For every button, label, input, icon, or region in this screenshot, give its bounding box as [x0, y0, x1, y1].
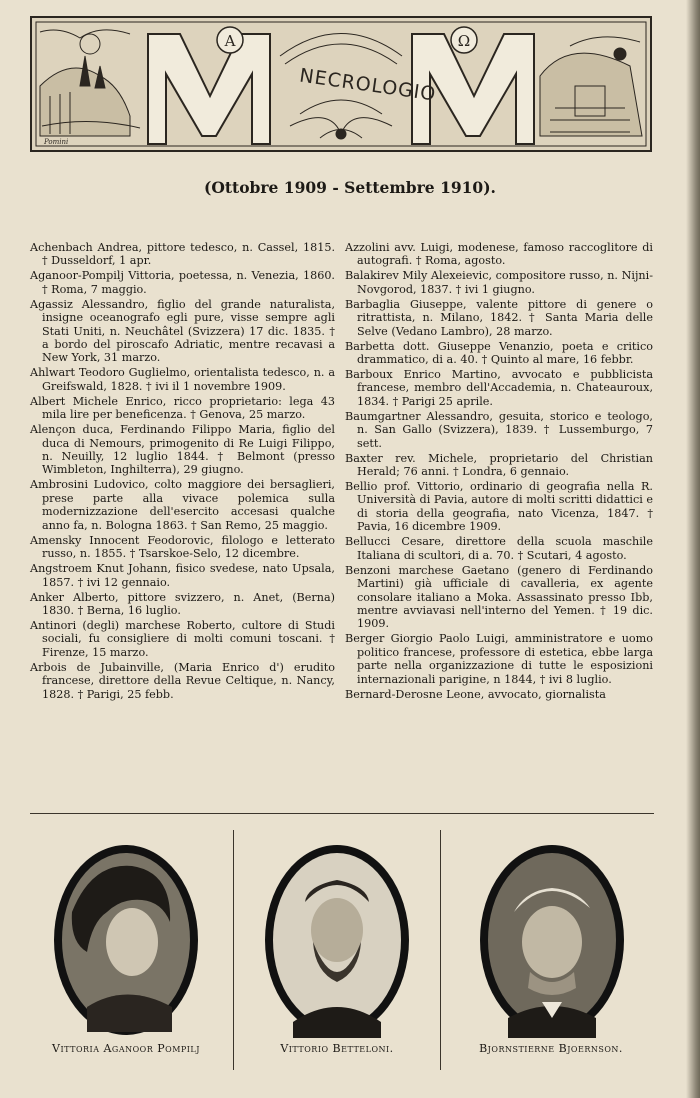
portrait-aganoor	[52, 842, 200, 1038]
obituary-entry: Bernard-Derosne Leone, avvocato, giornalista	[345, 687, 606, 701]
obituary-entry: Achenbach Andrea, pittore tedesco, n. Cassel, 1815. † Dusseldorf, 1 apr.	[30, 241, 335, 268]
obituary-entry: Ahlwart Teodoro Guglielmo, orientalista tedesco, n. a Greifswald, 1828. † ivi il 1 novembre 1909.	[30, 366, 335, 393]
obituary-entry: Berger Giorgio Paolo Luigi, amministratore e uomo politico francese, professore di estetica, ebbe larga parte nella organizzazione di tutte le esposizioni internazionali parigine, n 1844, † ivi 8 luglio.	[345, 632, 653, 686]
obituary-entry: Amensky Innocent Feodorovic, filologo e letterato russo, n. 1855. † Tsarskoe-Selo, 12 dicembre.	[30, 533, 335, 561]
omega-letter: Ω	[457, 32, 471, 50]
entries-column-right	[345, 241, 653, 703]
obituary-entry: Barbaglia Giuseppe, valente pittore di genere o ritrattista, n. Milano, 1842. † Santa Maria delle Selve (Vedano Lambro), 28 marzo.	[345, 297, 653, 338]
portrait-caption: Vittoria Aganoor Pompilj	[52, 1042, 200, 1055]
necrology-banner	[30, 16, 652, 152]
obituary-entry: Alençon duca, Ferdinando Filippo Maria, figlio del duca di Nemours, primogenito di Re Luigi Filippo, n. Neuilly, 12 luglio 1844. † Belmont (presso Wimbleton, Inghilterra), 29 giugno.	[30, 423, 335, 477]
banner-title: NECROLOGIO	[298, 64, 438, 106]
portrait-caption: Bjornstierne Bjoernson.	[479, 1042, 623, 1055]
portrait-betteloni	[263, 842, 411, 1038]
portrait-divider	[440, 830, 441, 1070]
section-divider	[30, 813, 654, 814]
obituary-entry: Baumgartner Alessandro, gesuita, storico e teologo, n. San Gallo (Svizzera), 1839. † Lussemburgo, 7 sett.	[345, 409, 653, 450]
obituary-entry: Ambrosini Ludovico, colto maggiore dei bersaglieri, prese parte alla vivace polemica sulla modernizzazione dell'esercito accesasi qualche anno fa, n. Bologna 1863. † San Remo, 25 maggio.	[30, 478, 335, 532]
obituary-entry: Angstroem Knut Johann, fisico svedese, nato Upsala, 1857. † ivi 12 gennaio.	[30, 562, 335, 589]
portrait-bjoernson	[478, 842, 626, 1038]
obituary-entry: Bellio prof. Vittorio, ordinario di geografia nella R. Università di Pavia, autore di molti scritti didattici e di storia della geografia, nato Vicenza, 1847. † Pavia, 16 dicembre 1909.	[345, 480, 653, 534]
date-range-heading: (Ottobre 1909 - Settembre 1910).	[204, 178, 496, 197]
obituary-entry: Benzoni marchese Gaetano (genero di Ferdinando Martini) già ufficiale di cavalleria, ex agente consolare italiano a Moka. Assassinato presso Ibb, mentre avviavasi nell'interno del Yemen. † 19 dic. 1909.	[345, 563, 653, 631]
portrait-caption: Vittorio Betteloni.	[280, 1042, 394, 1055]
portrait-divider	[233, 830, 234, 1070]
obituary-entry: Agassiz Alessandro, figlio del grande naturalista, insigne oceanografo egli pure, visse sempre agli Stati Uniti, n. Neuchâtel (Svizzera) 17 dic. 1835. † a bordo del piroscafo Adriatic, mentre recavasi a New York, 31 marzo.	[30, 297, 335, 365]
alpha-letter: A	[224, 32, 236, 50]
obituary-entry: Azzolini avv. Luigi, modenese, famoso raccoglitore di autografi. † Roma, agosto.	[345, 241, 653, 268]
obituary-entry: Balakirev Mily Alexeievic, compositore russo, n. Nijni-Novgorod, 1837. † ivi 1 giugno.	[345, 269, 653, 296]
obituary-entry: Barbetta dott. Giuseppe Venanzio, poeta e critico drammatico, di a. 40. † Quinto al mare, 16 febbr.	[345, 339, 653, 367]
obituary-entry: Antinori (degli) marchese Roberto, cultore di Studi sociali, fu consigliere di molti comuni toscani. † Firenze, 15 marzo.	[30, 618, 335, 659]
entries-column-left	[30, 241, 335, 703]
obituary-entry: Aganoor-Pompilj Vittoria, poetessa, n. Venezia, 1860. † Roma, 7 maggio.	[30, 269, 335, 296]
obituary-entry: Bellucci Cesare, direttore della scuola maschile Italiana di scultori, di a. 70. † Scutari, 4 agosto.	[345, 535, 653, 562]
obituary-entry: Albert Michele Enrico, ricco proprietario: lega 43 mila lire per beneficenza. † Genova, 25 marzo.	[30, 394, 335, 422]
obituary-entry: Arbois de Jubainville, (Maria Enrico d') erudito francese, direttore della Revue Celtique, n. Nancy, 1828. † Parigi, 25 febb.	[30, 660, 335, 701]
obituary-entry: Baxter rev. Michele, proprietario del Christian Herald; 76 anni. † Londra, 6 gennaio.	[345, 451, 653, 479]
artist-signature: Pomini	[44, 138, 69, 146]
obituary-entry: Barboux Enrico Martino, avvocato e pubblicista francese, membro dell'Accademia, n. Chateauroux, 1834. † Parigi 25 aprile.	[345, 368, 653, 408]
obituary-entry: Anker Alberto, pittore svizzero, n. Anet, (Berna) 1830. † Berna, 16 luglio.	[30, 590, 335, 617]
page-edge-shadow	[686, 0, 700, 1098]
